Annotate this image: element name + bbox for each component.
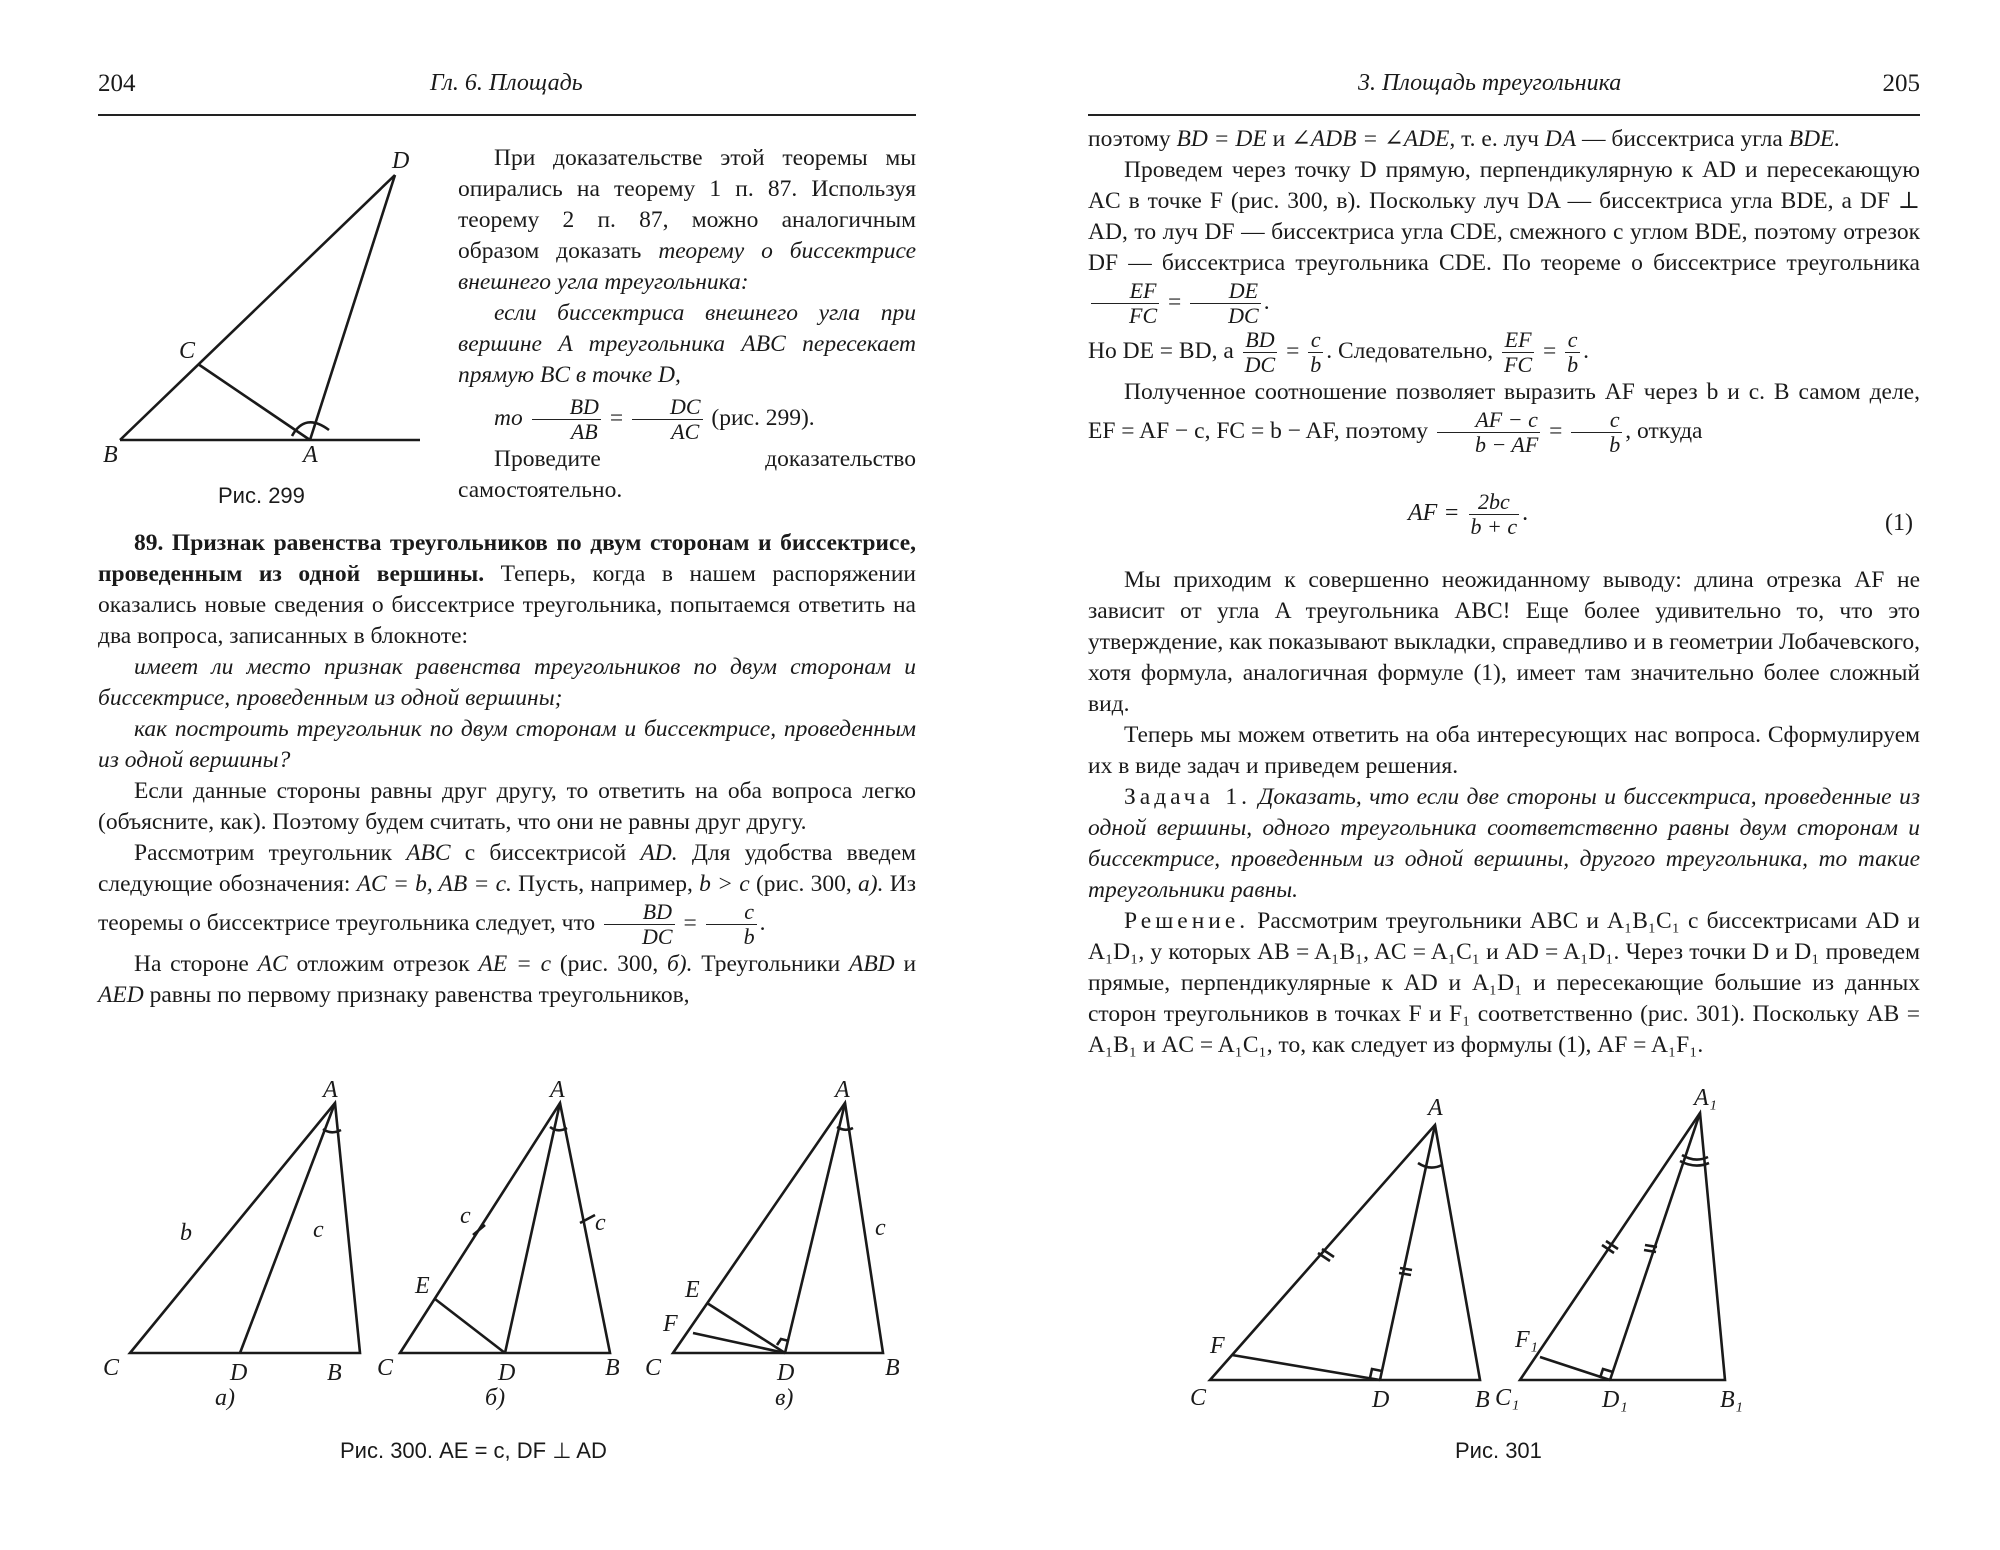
angle-arc xyxy=(837,1127,853,1130)
italic-text: теорему о биссектрисе внешнего угла треугольника: xyxy=(458,238,916,295)
text-to: то xyxy=(494,404,523,431)
fraction xyxy=(1502,328,1534,377)
denominator: b xyxy=(743,924,755,949)
running-head: Гл. 6. Площадь xyxy=(430,70,583,96)
text-span: Треугольники xyxy=(701,951,841,977)
segment-ed xyxy=(435,1299,505,1353)
right-page xyxy=(1000,0,2000,1550)
label-a1: A₁ xyxy=(1694,1085,1718,1111)
equals-sign: = xyxy=(683,909,697,936)
denominator: DC xyxy=(1244,352,1276,377)
equals-sign: = xyxy=(1168,288,1182,315)
paragraph: Мы приходим к совершенно неожиданному выводу: длина отрезка AF не зависит от угла A треугольника ABC! Еще более удивительно то, что это утверждение, как показывают выкладки, справедливо и в геометрии Лобачевского, хотя формула, аналогичная формуле (1), имеет там значительно более сложный вид. xyxy=(1088,567,1920,717)
fraction xyxy=(1243,328,1278,377)
label-a: A xyxy=(835,1077,850,1103)
eq-lhs: AF = xyxy=(1408,500,1460,527)
fig-reference: (рис. 299). xyxy=(711,404,815,431)
triangle-abc xyxy=(673,1103,883,1353)
denominator: b + c xyxy=(1470,514,1518,539)
fraction xyxy=(604,900,675,949)
figure-299 xyxy=(95,140,435,480)
math: ∠ADB = ∠ADE, xyxy=(1291,126,1456,152)
text-span: Пусть, например, xyxy=(518,871,693,897)
text-span: Полученное соотношение позволяет выразить AF через b и c. В самом деле, EF = AF − c, FC = b − AF, поэтому xyxy=(1088,379,1920,444)
bisector-ad xyxy=(505,1103,560,1353)
math: BDE. xyxy=(1788,126,1841,152)
figure-300 xyxy=(95,1075,925,1435)
label-a: A xyxy=(550,1077,565,1103)
solution-label: Решение. xyxy=(1124,908,1250,934)
angle-arc xyxy=(1418,1163,1442,1168)
sub-a: а) xyxy=(215,1385,235,1411)
paragraph xyxy=(98,949,916,1011)
section-89 xyxy=(98,528,916,1011)
text-span: — биссектриса угла xyxy=(1581,126,1783,152)
text-span: Теперь, когда в нашем распоряжении оказались новые сведения о биссектрисе треугольника, попытаемся ответить на два вопроса, записанных в блокноте: xyxy=(98,561,917,649)
denominator: b xyxy=(1609,432,1621,457)
bisector-ad xyxy=(1380,1125,1435,1380)
equals-sign: = xyxy=(1286,337,1300,364)
text-span: Рассмотрим треугольник xyxy=(134,840,393,866)
fig300-caption: Рис. 300. AE = c, DF ⊥ AD xyxy=(340,1438,607,1463)
paragraph: Если данные стороны равны друг другу, то ответить на оба вопроса легко (объясните, как). Поэтому будем считать, что они не равны друг другу. xyxy=(98,778,916,835)
label-side-c: c xyxy=(595,1210,606,1236)
label-side-c: c xyxy=(875,1215,886,1241)
text-span: Следовательно, xyxy=(1337,337,1494,364)
numerator: c xyxy=(706,900,757,925)
triangle-abc xyxy=(130,1103,360,1353)
fig299-caption: Рис. 299 xyxy=(218,483,305,508)
label-d: D xyxy=(1372,1387,1390,1413)
math: ABC xyxy=(406,840,451,866)
denominator: FC xyxy=(1129,303,1158,328)
text-span: (рис. 300, xyxy=(559,951,659,977)
equals-sign: = xyxy=(1543,337,1557,364)
numerator: AF − c xyxy=(1437,408,1540,433)
label-d: D xyxy=(230,1360,248,1386)
label-d1: D₁ xyxy=(1602,1387,1628,1413)
fraction xyxy=(1469,490,1520,539)
numerator: 2bc xyxy=(1469,490,1520,515)
numerator: EF xyxy=(1502,328,1534,353)
label-f: F xyxy=(663,1311,678,1337)
numerator: BD xyxy=(1243,328,1278,353)
math: б). xyxy=(666,951,693,977)
label-b: B xyxy=(103,442,118,468)
task-text: Доказать, что если две стороны и биссектриса, проведенные из одной вершины, одного треугольника соответственно равны двум сторонам и биссектрисе, проведенным из одной вершины, другого треугольника, то такие треугольники равны. xyxy=(1088,784,1920,903)
label-f: F xyxy=(1210,1333,1225,1359)
tick-mark xyxy=(1399,1273,1411,1275)
text-span: Проведем через точку D прямую, перпендикулярную к AD и пересекающую AC в точке F (рис. 300, в). Поскольку луч DA — биссектриса угла BDE, а DF ⊥ AD, то луч DF — биссектриса угла CDE, смежного с углом BDE, поэтому отрезок DF — биссектриса треугольника CDE. По теореме о биссектрисе треугольника xyxy=(1088,157,1920,276)
formula-line xyxy=(458,395,916,444)
numerator: DC xyxy=(632,395,703,420)
label-d: D xyxy=(777,1360,795,1386)
label-e: E xyxy=(415,1273,430,1299)
main-text-top xyxy=(1088,124,1920,457)
equals-sign: = xyxy=(1549,417,1563,444)
denominator: FC xyxy=(1504,352,1533,377)
question-1: имеет ли место признак равенства треугольников по двум сторонам и биссектрисе, проведенным из одной вершины; xyxy=(98,654,916,711)
page-number: 205 xyxy=(1882,70,1920,97)
fraction xyxy=(1565,328,1580,377)
equation-tag: (1) xyxy=(1885,510,1913,536)
label-side-c: c xyxy=(460,1203,471,1229)
section-heading: 89. Признак равенства треугольников по двум сторонам и биссектрисе, проведенным из одной вершины. xyxy=(98,530,916,587)
fig300-a xyxy=(103,1077,360,1411)
fig301-left xyxy=(1190,1095,1490,1413)
numerator: c xyxy=(1571,408,1622,433)
denominator: AB xyxy=(570,419,598,444)
theorem-text xyxy=(458,143,916,506)
page-number: 204 xyxy=(98,70,136,97)
fraction xyxy=(532,395,601,444)
fraction xyxy=(1571,408,1622,457)
text-span: На стороне xyxy=(134,951,249,977)
text-span: отложим отрезок xyxy=(296,951,470,977)
triangle-abc xyxy=(400,1103,610,1353)
label-d: D xyxy=(498,1360,516,1386)
fraction xyxy=(706,900,757,949)
math: AC xyxy=(257,951,288,977)
label-a: A xyxy=(323,1077,338,1103)
left-header xyxy=(98,68,916,116)
label-b: B xyxy=(605,1355,620,1381)
math: AD. xyxy=(640,840,678,866)
label-c: C xyxy=(377,1355,394,1381)
label-c1: C₁ xyxy=(1495,1385,1520,1411)
denominator: DC xyxy=(642,924,673,949)
label-side-b: b xyxy=(180,1220,192,1246)
denominator: b xyxy=(1310,352,1322,377)
math: AED xyxy=(98,982,144,1008)
text-span: с биссектрисой xyxy=(464,840,627,866)
right-header xyxy=(1088,68,1920,116)
math: AE = c xyxy=(478,951,552,977)
label-d: D xyxy=(392,148,410,174)
question-2: как построить треугольник по двум сторонам и биссектрисе, проведенным из одной вершины? xyxy=(98,716,916,773)
paragraph: Рассмотрим треугольник ABC с биссектрисой AD. Для удобства введем следующие обозначения: AC = b, AB = c. Пусть, например, b > c (рис. 300, а). Из теоремы о биссектрисе треугольника следует, что $\frac{BD}{DC}$ = $\frac{c}{b}$ . xyxy=(98,840,917,949)
label-c: C xyxy=(645,1355,662,1381)
fig301-right xyxy=(1495,1085,1743,1413)
text-span: и xyxy=(903,951,917,977)
text-span: Но DE = BD, а xyxy=(1088,337,1234,364)
text-span: При доказательстве этой теоремы мы опирались на теорему 1 п. 87. Используя теорему 2 п. 87, можно аналогичным образом доказать xyxy=(458,145,916,264)
text-span: и xyxy=(1272,126,1286,152)
text-span: что xyxy=(561,909,596,936)
text-span: откуда xyxy=(1637,417,1703,444)
fig300-c xyxy=(645,1077,900,1411)
task-1 xyxy=(1088,782,1920,906)
math: а). xyxy=(858,871,884,897)
denominator: DC xyxy=(1228,303,1259,328)
text-span: т. е. луч xyxy=(1461,126,1539,152)
fig301-caption: Рис. 301 xyxy=(1455,1438,1542,1463)
equation-1: AF = $\frac{2bc}{b + c}$ . xyxy=(1408,489,1529,539)
fraction xyxy=(1190,279,1261,328)
label-e: E xyxy=(685,1277,700,1303)
tick-mark xyxy=(1400,1268,1412,1270)
text-span: (рис. 300, xyxy=(755,871,852,897)
numerator: c xyxy=(1308,328,1323,353)
fraction xyxy=(1308,328,1323,377)
denominator: AC xyxy=(671,419,700,444)
math: ABD xyxy=(848,951,895,977)
solution-text: Рассмотрим треугольники ABC и A₁B₁C₁ с биссектрисами AD и A₁D₁, у которых AB = A₁B₁, AC = A₁C₁ и AD = A₁D₁. Через точки D и D₁ проведем прямые, перпендикулярные к AD и A₁D₁ и пересекающие большие из данных сторон треугольников в точках F и F₁ соответственно (рис. 301). Поскольку AB = A₁B₁ и AC = A₁C₁, то, как следует из формулы (1), AF = A₁F₁. xyxy=(1088,908,1920,1058)
paragraph: Теперь мы можем ответить на оба интересующих нас вопроса. Сформулируем их в виде задач и приведем решения. xyxy=(1088,722,1920,779)
figure-301 xyxy=(1190,1085,1890,1415)
tick-mark xyxy=(473,1225,485,1235)
label-c: C xyxy=(103,1355,120,1381)
label-side-c: c xyxy=(313,1217,324,1243)
label-a: A xyxy=(303,442,318,468)
numerator: BD xyxy=(532,395,601,420)
fig299-line-ca xyxy=(198,364,310,440)
triangle-abc xyxy=(1210,1125,1480,1380)
fraction xyxy=(632,395,703,444)
math: b > c xyxy=(699,871,750,897)
label-c: C xyxy=(179,338,196,364)
numerator: BD xyxy=(604,900,675,925)
denominator: b − AF xyxy=(1474,432,1539,457)
math: AC = b, AB = c. xyxy=(356,871,512,897)
paragraph xyxy=(1088,124,1920,155)
label-b1: B₁ xyxy=(1720,1387,1744,1413)
label-c: C xyxy=(1190,1385,1207,1411)
text-span: равны по первому признаку равенства треугольников, xyxy=(149,982,690,1008)
label-b: B xyxy=(327,1360,342,1386)
running-head: 3. Площадь треугольника xyxy=(1358,70,1622,96)
label-b: B xyxy=(1475,1387,1490,1413)
text-span: Из теоремы о биссектрисе треугольника следует, xyxy=(98,871,916,936)
denominator: b xyxy=(1567,352,1579,377)
theorem-statement: если биссектриса внешнего угла при вершине A треугольника ABC пересекает прямую BC в точке D, xyxy=(458,300,916,388)
paragraph: Но DE = BD, а $\frac{BD}{DC}$ = $\frac{c}{b}$ . Следовательно, $\frac{EF}{FC}$ = $\frac{c}{b}$ . xyxy=(1088,327,1590,377)
paragraph: Полученное соотношение позволяет выразить AF через b и c. В самом деле, EF = AF − c, FC = b − AF, поэтому $\frac{AF - c}{b - AF}$ = $\frac{c}{b}$ , откуда xyxy=(1088,379,1920,457)
numerator: EF xyxy=(1091,279,1159,304)
text-span: поэтому xyxy=(1088,126,1171,152)
sub-b: б) xyxy=(485,1385,506,1411)
paragraph: Проведем через точку D прямую, перпендикулярную к AD и пересекающую AC в точке F (рис. 300, в). Поскольку луч DA — биссектриса угла BDE, а DF ⊥ AD, то луч DF — биссектриса угла CDE, смежного с углом BDE, поэтому отрезок DF — биссектриса треугольника CDE. По теореме о биссектрисе треугольника $\frac{EF}{FC}$ = $\frac{DE}{DC}$ . xyxy=(1088,157,1920,328)
paragraph xyxy=(458,143,916,298)
numerator: DE xyxy=(1190,279,1261,304)
math: DA xyxy=(1544,126,1577,152)
label-f1: F₁ xyxy=(1515,1327,1539,1353)
label-a: A xyxy=(1428,1095,1443,1121)
fig300-b xyxy=(377,1077,620,1411)
fraction xyxy=(1437,408,1540,457)
math: BD = DE xyxy=(1176,126,1267,152)
bisector-ad xyxy=(785,1103,845,1353)
main-text-bottom xyxy=(1088,565,1920,1061)
sub-c: в) xyxy=(775,1385,794,1411)
paragraph: Проведите доказательство самостоятельно. xyxy=(458,446,916,503)
task-label: Задача 1. xyxy=(1124,784,1251,810)
fraction xyxy=(1091,279,1159,328)
equals-sign: = xyxy=(609,404,624,431)
numerator: c xyxy=(1565,328,1580,353)
segment-fd xyxy=(1232,1355,1380,1380)
text-span: Для удобства введем следующие обозначения: xyxy=(98,840,917,897)
fig299-angle-arc xyxy=(292,422,329,436)
solution xyxy=(1088,906,1920,1061)
paragraph xyxy=(98,528,916,652)
label-b: B xyxy=(885,1355,900,1381)
